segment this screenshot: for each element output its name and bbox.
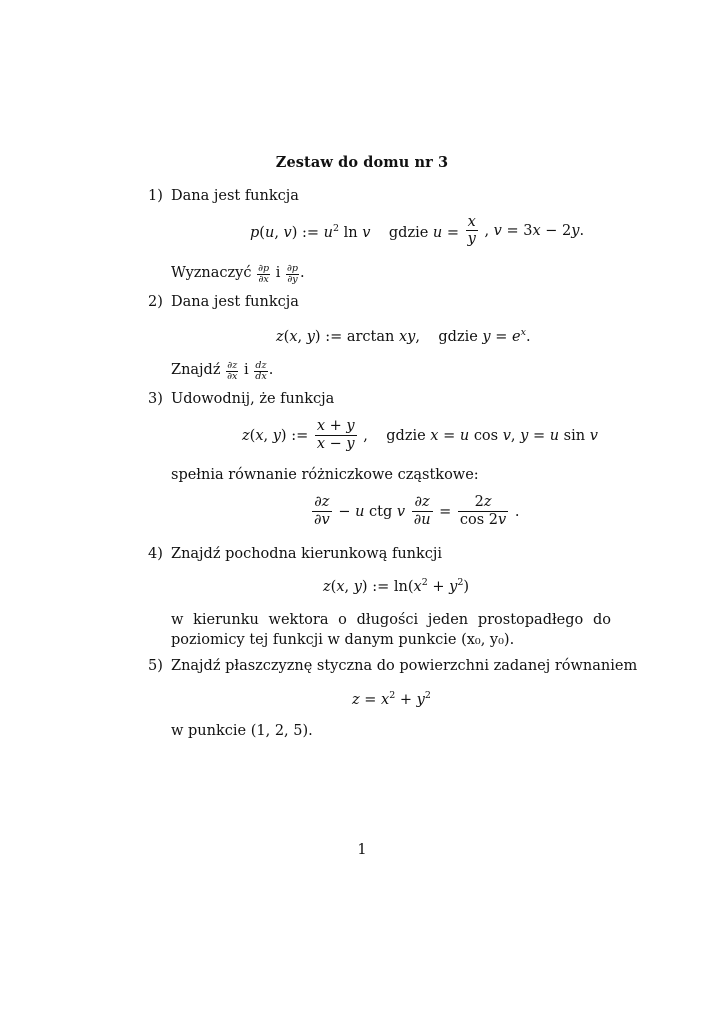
item-2-intro: Dana jest funkcja xyxy=(171,294,299,310)
item-2-equation: z(x, y) := arctan xy, gdzie $y = e^x$. xyxy=(276,327,531,345)
page-title: Zestaw do domu nr 3 xyxy=(275,154,449,171)
item-2-instruction: Znajdź $\frac{\partial z}{\partial x}$ i $\frac{dz}{dx}$ . xyxy=(171,360,274,382)
item-5-text-after: w punkcie (1, 2, 5). xyxy=(171,723,313,739)
item-3-intro: Udowodnij, że funkcja xyxy=(171,391,335,407)
page-number: 1 xyxy=(357,842,367,858)
item-1-equation: p(u, v) := $u^2$ ln v gdzie u = $\frac{x}{y}$ , v = 3x − 2y. xyxy=(250,214,585,247)
item-3-number: 3) xyxy=(148,391,163,407)
item-5-intro: Znajdź płaszczyznę styczna do powierzchni zadanej równaniem xyxy=(171,658,638,674)
item-5-number: 5) xyxy=(148,658,163,674)
item-1-number: 1) xyxy=(148,188,163,204)
item-3-middle-text: spełnia równanie różniczkowe cząstkowe: xyxy=(171,467,479,483)
item-2-number: 2) xyxy=(148,294,163,310)
item-1-intro: Dana jest funkcja xyxy=(171,188,299,204)
item-4-equation: z(x, y) := $\ln(x^2 + y^2)$ xyxy=(323,577,470,595)
item-5-equation: $z = x^2 + y^2$ xyxy=(352,690,431,708)
item-4-text-after: w kierunku wektora o długości jeden prostopadłego do poziomicy tej funkcji w danym punkcie (x₀, y₀). xyxy=(171,612,611,648)
item-1-instruction: Wyznaczyć $\frac{\partial p}{\partial x}$ i $\frac{\partial p}{\partial y}$ . xyxy=(171,263,305,285)
item-3-equation-2: $\frac{\partial z}{\partial v}$ − u ctg v $\frac{\partial z}{\partial u}$ = $\frac{2z}{\cos 2v}$ . xyxy=(314,494,520,528)
item-3-equation: z(x, y) := $\frac{x + y}{x - y}$ , gdzie x = u cos v, y = u sin v xyxy=(242,418,598,452)
item-4-number: 4) xyxy=(148,546,163,562)
item-4-intro: Znajdź pochodna kierunkową funkcji xyxy=(171,546,443,562)
